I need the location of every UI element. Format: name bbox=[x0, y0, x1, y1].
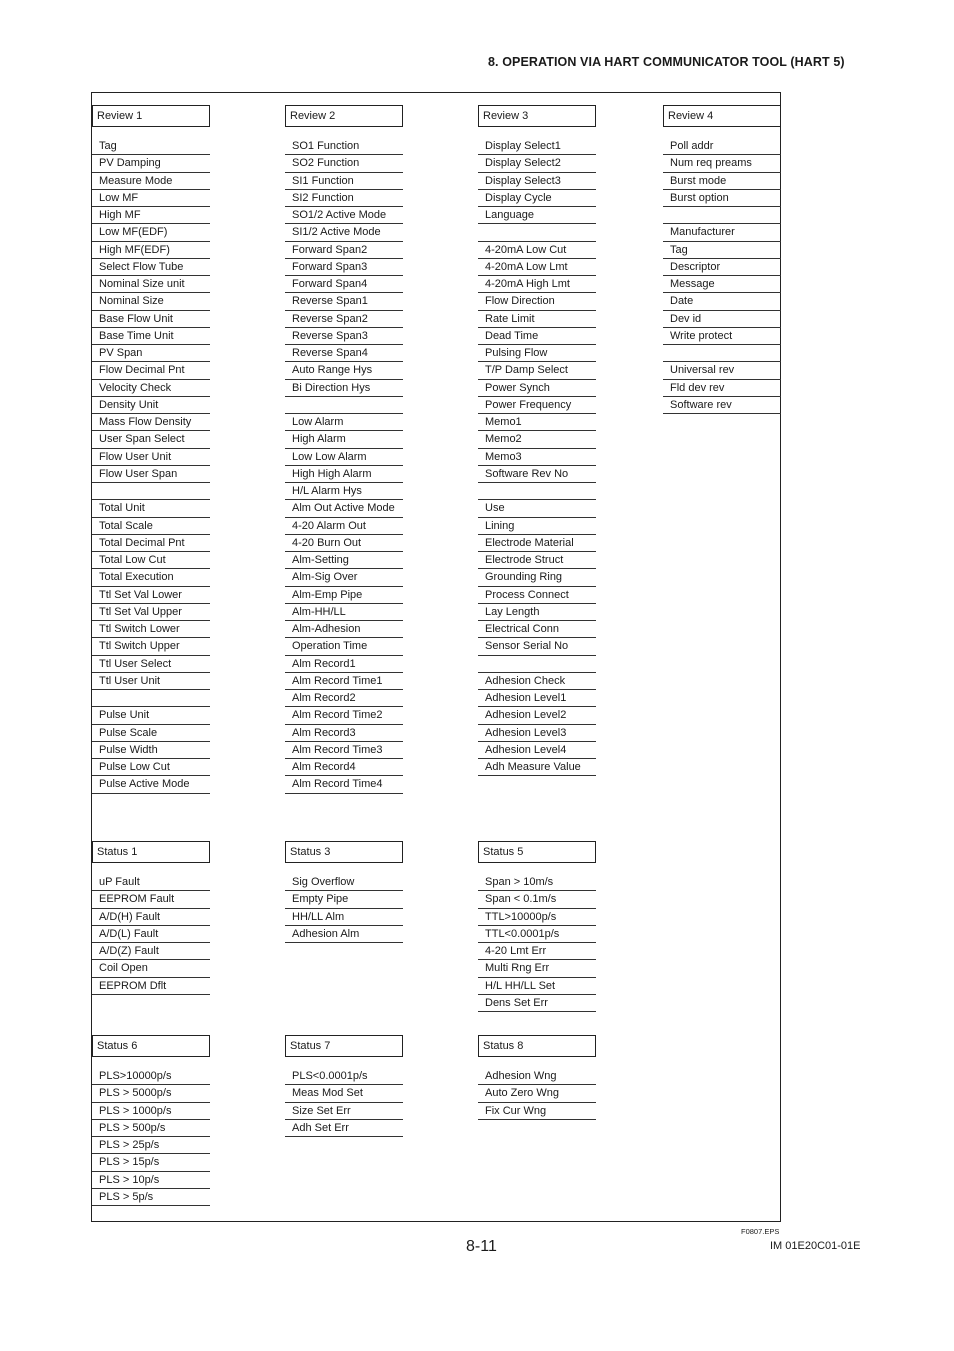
menu-item: Span > 10m/s bbox=[478, 874, 596, 891]
menu-item: Reverse Span2 bbox=[285, 311, 403, 328]
status-6-title: Status 6 bbox=[92, 1035, 210, 1057]
menu-item: SO2 Function bbox=[285, 155, 403, 172]
menu-item: A/D(H) Fault bbox=[92, 909, 210, 926]
review-3-block bbox=[478, 105, 596, 776]
menu-item: Size Set Err bbox=[285, 1103, 403, 1120]
menu-item: Total Low Cut bbox=[92, 552, 210, 569]
status-7-title: Status 7 bbox=[285, 1035, 403, 1057]
menu-item: Tag bbox=[663, 242, 781, 259]
menu-item: Flow User Unit bbox=[92, 449, 210, 466]
menu-item: Display Select2 bbox=[478, 155, 596, 172]
menu-item: Low Low Alarm bbox=[285, 449, 403, 466]
menu-item: Flow User Span bbox=[92, 466, 210, 483]
menu-item: Pulsing Flow bbox=[478, 345, 596, 362]
menu-item bbox=[92, 690, 210, 707]
section-header: 8. OPERATION VIA HART COMMUNICATOR TOOL (HART 5) bbox=[488, 55, 845, 69]
menu-item: PLS>10000p/s bbox=[92, 1068, 210, 1085]
menu-item: Velocity Check bbox=[92, 380, 210, 397]
menu-item bbox=[285, 397, 403, 414]
menu-item: Flow Direction bbox=[478, 293, 596, 310]
menu-item: Manufacturer bbox=[663, 224, 781, 241]
menu-item: Adh Set Err bbox=[285, 1120, 403, 1137]
menu-item: Alm Record4 bbox=[285, 759, 403, 776]
menu-item: Total Decimal Pnt bbox=[92, 535, 210, 552]
menu-item: Measure Mode bbox=[92, 173, 210, 190]
status-6-items bbox=[92, 1068, 210, 1206]
menu-item bbox=[663, 345, 781, 362]
menu-item bbox=[92, 483, 210, 500]
menu-item: PV Damping bbox=[92, 155, 210, 172]
menu-item: Pulse Low Cut bbox=[92, 759, 210, 776]
review-1-items bbox=[92, 138, 210, 794]
status-7-block bbox=[285, 1035, 403, 1137]
menu-item: Alm Record Time4 bbox=[285, 776, 403, 793]
menu-item: Alm Record Time2 bbox=[285, 707, 403, 724]
menu-item: Poll addr bbox=[663, 138, 781, 155]
menu-item: Display Select3 bbox=[478, 173, 596, 190]
menu-item: High High Alarm bbox=[285, 466, 403, 483]
menu-item: Base Flow Unit bbox=[92, 311, 210, 328]
menu-item: Auto Zero Wng bbox=[478, 1085, 596, 1102]
menu-item: Burst option bbox=[663, 190, 781, 207]
menu-item: Dens Set Err bbox=[478, 995, 596, 1012]
menu-item: Mass Flow Density bbox=[92, 414, 210, 431]
menu-item: PLS > 15p/s bbox=[92, 1154, 210, 1171]
review-4-items bbox=[663, 138, 781, 414]
menu-item: T/P Damp Select bbox=[478, 362, 596, 379]
menu-item: Sensor Serial No bbox=[478, 638, 596, 655]
menu-item: Alm-Adhesion bbox=[285, 621, 403, 638]
menu-item: Tag bbox=[92, 138, 210, 155]
menu-item: PLS > 5p/s bbox=[92, 1189, 210, 1206]
status-8-title: Status 8 bbox=[478, 1035, 596, 1057]
menu-item: PLS > 1000p/s bbox=[92, 1103, 210, 1120]
status-6-block bbox=[92, 1035, 210, 1206]
menu-item: Lining bbox=[478, 518, 596, 535]
status-1-title: Status 1 bbox=[92, 841, 210, 863]
menu-item: Power Synch bbox=[478, 380, 596, 397]
menu-item: Span < 0.1m/s bbox=[478, 891, 596, 908]
menu-item: Alm Out Active Mode bbox=[285, 500, 403, 517]
menu-item: Nominal Size bbox=[92, 293, 210, 310]
menu-item: H/L HH/LL Set bbox=[478, 978, 596, 995]
menu-item: Adhesion Level4 bbox=[478, 742, 596, 759]
menu-item: Sig Overflow bbox=[285, 874, 403, 891]
review-2-block bbox=[285, 105, 403, 794]
status-7-items bbox=[285, 1068, 403, 1137]
menu-item: Memo2 bbox=[478, 431, 596, 448]
menu-item: EEPROM Fault bbox=[92, 891, 210, 908]
menu-item: Alm-Setting bbox=[285, 552, 403, 569]
menu-item: PLS > 10p/s bbox=[92, 1172, 210, 1189]
menu-item: Auto Range Hys bbox=[285, 362, 403, 379]
review-4-title: Review 4 bbox=[663, 105, 781, 127]
menu-item: Fix Cur Wng bbox=[478, 1103, 596, 1120]
menu-item: Select Flow Tube bbox=[92, 259, 210, 276]
menu-item: Forward Span4 bbox=[285, 276, 403, 293]
menu-item: Low Alarm bbox=[285, 414, 403, 431]
menu-item: Ttl User Select bbox=[92, 656, 210, 673]
menu-item: Software rev bbox=[663, 397, 781, 414]
menu-item bbox=[478, 656, 596, 673]
menu-item: Nominal Size unit bbox=[92, 276, 210, 293]
menu-item: Density Unit bbox=[92, 397, 210, 414]
menu-item bbox=[478, 483, 596, 500]
menu-item: Ttl User Unit bbox=[92, 673, 210, 690]
menu-item: Process Connect bbox=[478, 587, 596, 604]
menu-item: Ttl Set Val Lower bbox=[92, 587, 210, 604]
menu-item: Ttl Set Val Upper bbox=[92, 604, 210, 621]
menu-item: Adhesion Alm bbox=[285, 926, 403, 943]
status-3-block bbox=[285, 841, 403, 943]
menu-item: Low MF(EDF) bbox=[92, 224, 210, 241]
menu-item: Electrical Conn bbox=[478, 621, 596, 638]
menu-item: Memo3 bbox=[478, 449, 596, 466]
review-2-title: Review 2 bbox=[285, 105, 403, 127]
menu-item: PLS > 500p/s bbox=[92, 1120, 210, 1137]
menu-item: Rate Limit bbox=[478, 311, 596, 328]
status-5-block bbox=[478, 841, 596, 1012]
review-3-title: Review 3 bbox=[478, 105, 596, 127]
status-1-block bbox=[92, 841, 210, 995]
menu-item: Meas Mod Set bbox=[285, 1085, 403, 1102]
menu-item: Reverse Span4 bbox=[285, 345, 403, 362]
menu-item: 4-20mA Low Lmt bbox=[478, 259, 596, 276]
menu-item: Bi Direction Hys bbox=[285, 380, 403, 397]
menu-item: High MF bbox=[92, 207, 210, 224]
menu-item: Num req preams bbox=[663, 155, 781, 172]
menu-item: SI2 Function bbox=[285, 190, 403, 207]
menu-item: Low MF bbox=[92, 190, 210, 207]
menu-item: Electrode Material bbox=[478, 535, 596, 552]
menu-item: PV Span bbox=[92, 345, 210, 362]
menu-item: Burst mode bbox=[663, 173, 781, 190]
menu-item: Base Time Unit bbox=[92, 328, 210, 345]
menu-item: Ttl Switch Upper bbox=[92, 638, 210, 655]
menu-item: Reverse Span3 bbox=[285, 328, 403, 345]
menu-item: Adhesion Check bbox=[478, 673, 596, 690]
menu-item: Total Scale bbox=[92, 518, 210, 535]
menu-item: SI1 Function bbox=[285, 173, 403, 190]
menu-item: Adh Measure Value bbox=[478, 759, 596, 776]
menu-item bbox=[663, 207, 781, 224]
menu-item: A/D(Z) Fault bbox=[92, 943, 210, 960]
menu-item: PLS > 5000p/s bbox=[92, 1085, 210, 1102]
menu-item: A/D(L) Fault bbox=[92, 926, 210, 943]
menu-item: Grounding Ring bbox=[478, 569, 596, 586]
menu-item: Memo1 bbox=[478, 414, 596, 431]
menu-item: SI1/2 Active Mode bbox=[285, 224, 403, 241]
menu-item: High Alarm bbox=[285, 431, 403, 448]
menu-item: Universal rev bbox=[663, 362, 781, 379]
menu-item: Pulse Active Mode bbox=[92, 776, 210, 793]
menu-item: 4-20mA High Lmt bbox=[478, 276, 596, 293]
review-1-title: Review 1 bbox=[92, 105, 210, 127]
menu-item: 4-20 Burn Out bbox=[285, 535, 403, 552]
menu-item: Fld dev rev bbox=[663, 380, 781, 397]
menu-item: Display Select1 bbox=[478, 138, 596, 155]
menu-item: SO1/2 Active Mode bbox=[285, 207, 403, 224]
menu-item: PLS > 25p/s bbox=[92, 1137, 210, 1154]
menu-item: Ttl Switch Lower bbox=[92, 621, 210, 638]
menu-item: Total Execution bbox=[92, 569, 210, 586]
menu-item: TTL<0.0001p/s bbox=[478, 926, 596, 943]
menu-item: Alm Record Time3 bbox=[285, 742, 403, 759]
menu-item: Write protect bbox=[663, 328, 781, 345]
menu-item: Flow Decimal Pnt bbox=[92, 362, 210, 379]
menu-item: High MF(EDF) bbox=[92, 242, 210, 259]
menu-item: Power Frequency bbox=[478, 397, 596, 414]
menu-item: Reverse Span1 bbox=[285, 293, 403, 310]
status-8-items bbox=[478, 1068, 596, 1120]
menu-item: PLS<0.0001p/s bbox=[285, 1068, 403, 1085]
menu-item: Alm Record Time1 bbox=[285, 673, 403, 690]
menu-item: Multi Rng Err bbox=[478, 960, 596, 977]
menu-item: 4-20 Alarm Out bbox=[285, 518, 403, 535]
menu-item: Electrode Struct bbox=[478, 552, 596, 569]
menu-item: Forward Span2 bbox=[285, 242, 403, 259]
status-1-items bbox=[92, 874, 210, 995]
menu-item bbox=[478, 224, 596, 241]
figure-reference: F0807.EPS bbox=[741, 1227, 780, 1236]
menu-item: Dead Time bbox=[478, 328, 596, 345]
review-2-items bbox=[285, 138, 403, 794]
document-id: IM 01E20C01-01E bbox=[770, 1240, 861, 1252]
menu-item: SO1 Function bbox=[285, 138, 403, 155]
menu-item: Software Rev No bbox=[478, 466, 596, 483]
menu-item: Pulse Scale bbox=[92, 725, 210, 742]
status-5-title: Status 5 bbox=[478, 841, 596, 863]
menu-item: Descriptor bbox=[663, 259, 781, 276]
menu-item: H/L Alarm Hys bbox=[285, 483, 403, 500]
menu-item: Alm-HH/LL bbox=[285, 604, 403, 621]
review-4-block bbox=[663, 105, 781, 414]
status-3-items bbox=[285, 874, 403, 943]
review-1-block bbox=[92, 105, 210, 794]
menu-item: Adhesion Level3 bbox=[478, 725, 596, 742]
page-number: 8-11 bbox=[466, 1238, 497, 1255]
menu-item: 4-20mA Low Cut bbox=[478, 242, 596, 259]
menu-item: Language bbox=[478, 207, 596, 224]
menu-item: Adhesion Level2 bbox=[478, 707, 596, 724]
status-5-items bbox=[478, 874, 596, 1012]
review-3-items bbox=[478, 138, 596, 776]
menu-item: Alm Record1 bbox=[285, 656, 403, 673]
menu-item: Empty Pipe bbox=[285, 891, 403, 908]
menu-item: Coil Open bbox=[92, 960, 210, 977]
menu-item: 4-20 Lmt Err bbox=[478, 943, 596, 960]
menu-item: Message bbox=[663, 276, 781, 293]
menu-item: Alm Record3 bbox=[285, 725, 403, 742]
menu-item: Operation Time bbox=[285, 638, 403, 655]
menu-item: Total Unit bbox=[92, 500, 210, 517]
menu-item: Alm-Sig Over bbox=[285, 569, 403, 586]
menu-item: Forward Span3 bbox=[285, 259, 403, 276]
menu-item: Lay Length bbox=[478, 604, 596, 621]
menu-item: Alm Record2 bbox=[285, 690, 403, 707]
menu-item: Dev id bbox=[663, 311, 781, 328]
menu-item: User Span Select bbox=[92, 431, 210, 448]
menu-item: Pulse Width bbox=[92, 742, 210, 759]
status-8-block bbox=[478, 1035, 596, 1120]
menu-item: Alm-Emp Pipe bbox=[285, 587, 403, 604]
menu-item: Display Cycle bbox=[478, 190, 596, 207]
menu-item: EEPROM Dflt bbox=[92, 978, 210, 995]
menu-item: Pulse Unit bbox=[92, 707, 210, 724]
menu-item: Use bbox=[478, 500, 596, 517]
menu-item: Date bbox=[663, 293, 781, 310]
menu-item: TTL>10000p/s bbox=[478, 909, 596, 926]
status-3-title: Status 3 bbox=[285, 841, 403, 863]
menu-item: HH/LL Alm bbox=[285, 909, 403, 926]
menu-item: uP Fault bbox=[92, 874, 210, 891]
menu-item: Adhesion Wng bbox=[478, 1068, 596, 1085]
menu-item: Adhesion Level1 bbox=[478, 690, 596, 707]
